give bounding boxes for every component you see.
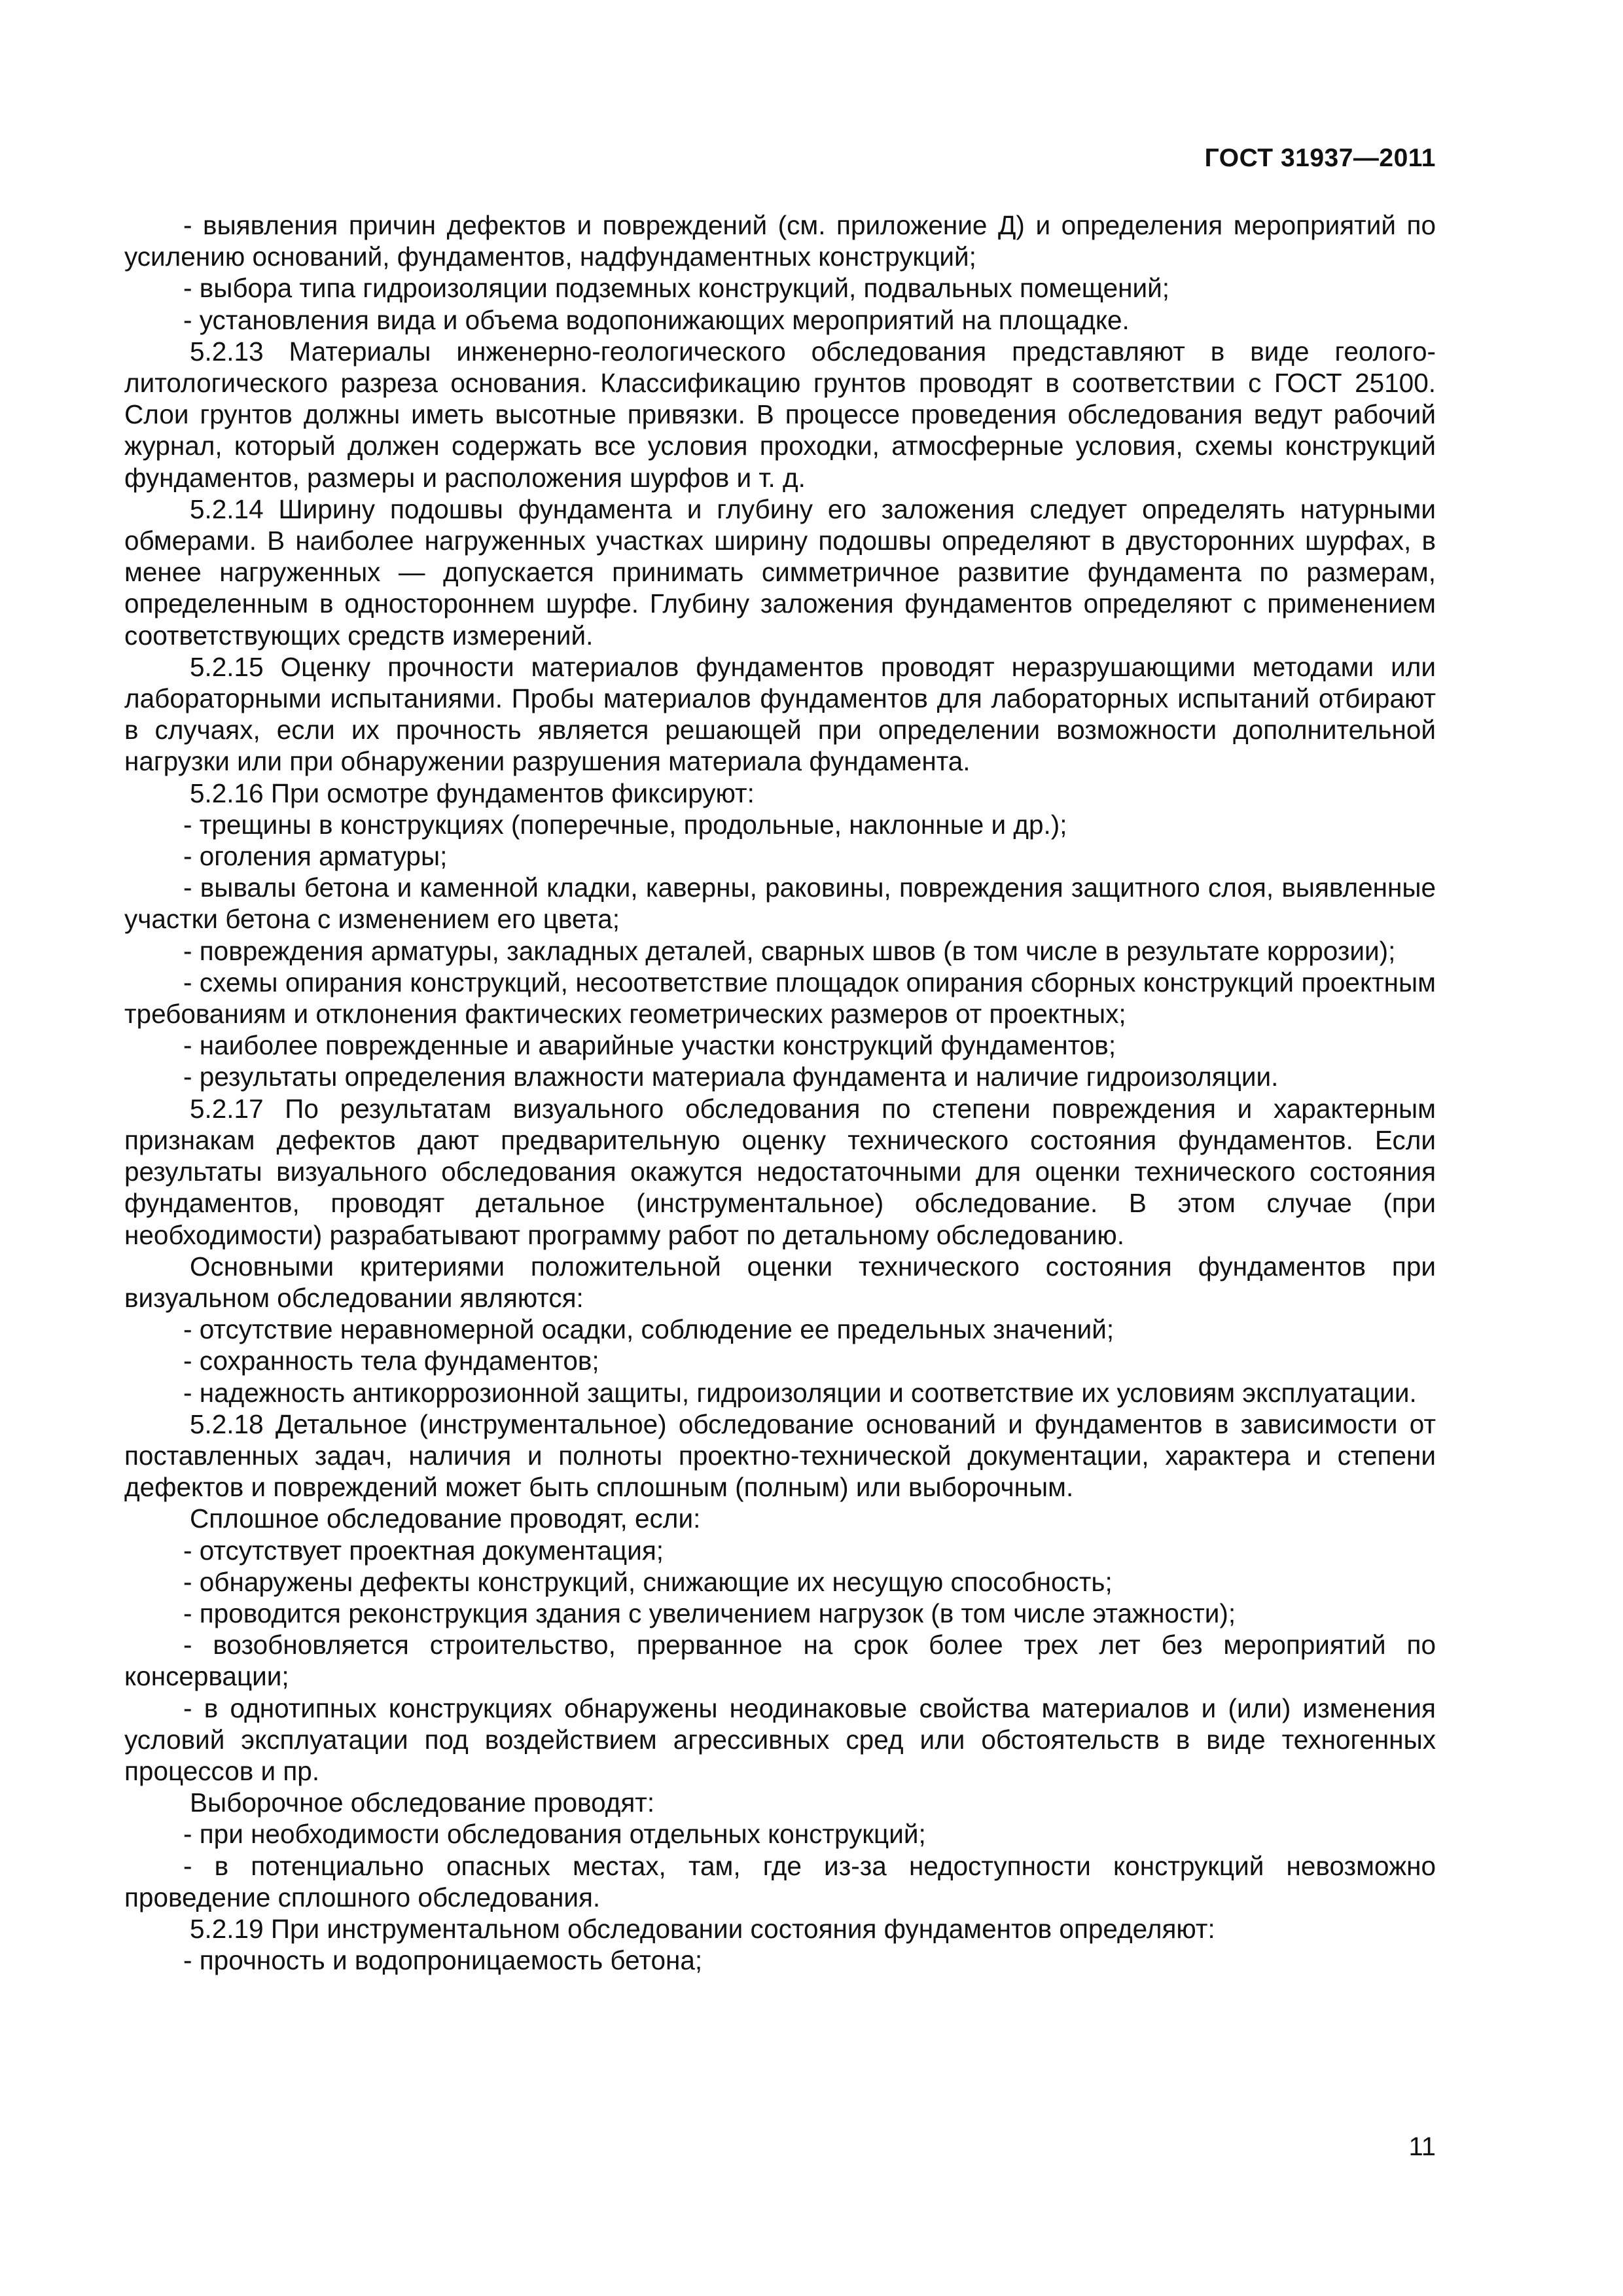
list-item: - выявления причин дефектов и повреждений (см. приложение Д) и определения мероприятий по усилению оснований, фундаментов, надфундаментных конструкций; (124, 210, 1436, 272)
list-item: - проводится реконструкция здания с увеличением нагрузок (в том числе этажности); (183, 1598, 1236, 1628)
list-item: - при необходимости обследования отдельных конструкций; (183, 1819, 926, 1850)
paragraph: 5.2.15 Оценку прочности материалов фундаментов проводят неразрушающими методами или лабораторными испытаниями. Пробы материалов фундаментов для лабораторных испытаний отбирают в случаях, если их прочность является решающей при определении возможности дополнительной нагрузки или при обнаружении разрушения материала фундамента. (124, 651, 1436, 777)
list-item: - оголения арматуры; (183, 841, 448, 872)
list-item: - прочность и водопроницаемость бетона; (183, 1945, 703, 1976)
list-item: - наиболее поврежденные и аварийные участки конструкций фундаментов; (183, 1030, 1116, 1061)
list-item: - обнаружены дефекты конструкций, снижающие их несущую способность; (183, 1566, 1113, 1597)
list-item: - в однотипных конструкциях обнаружены неодинаковые свойства материалов и (или) изменения условий эксплуатации под воздействием агрессивных сред или обстоятельств в виде техногенных процессов и пр. (124, 1693, 1436, 1786)
document-body (124, 209, 1436, 1976)
list-item: - в потенциально опасных местах, там, где из-за недоступности конструкций невозможно проведение сплошного обследования. (124, 1850, 1436, 1912)
list-item: - результаты определения влажности материала фундамента и наличие гидроизоляции. (183, 1062, 1279, 1092)
list-item: - отсутствие неравномерной осадки, соблюдение ее предельных значений; (183, 1314, 1115, 1345)
list-item: - установления вида и объема водопонижающих мероприятий на площадке. (183, 304, 1130, 335)
list-item: - возобновляется строительство, прерванное на срок более трех лет без мероприятий по консервации; (124, 1630, 1436, 1692)
page-number: 11 (1408, 2132, 1436, 2161)
paragraph: 5.2.13 Материалы инженерно-геологического обследования представляют в виде геолого-литологического разреза основания. Классификацию грунтов проводят в соответствии с ГОСТ 25100. Слои грунтов должны иметь высотные привязки. В процессе проведения обследования ведут рабочий журнал, который должен содержать все условия проходки, атмосферные условия, схемы конструкций фундаментов, размеры и расположения шурфов и т. д. (124, 336, 1436, 493)
list-item: - сохранность тела фундаментов; (183, 1346, 599, 1376)
list-item: - трещины в конструкциях (поперечные, продольные, наклонные и др.); (183, 809, 1067, 840)
list-item: - надежность антикоррозионной защиты, гидроизоляции и соответствие их условиям эксплуатации. (183, 1377, 1417, 1408)
paragraph: 5.2.14 Ширину подошвы фундамента и глубину его заложения следует определять натурными обмерами. В наиболее нагруженных участках ширину подошвы определяют в двусторонних шурфах, в менее нагруженных — допускается принимать симметричное развитие фундамента по размерам, определенным в одностороннем шурфе. Глубину заложения фундаментов определяют с применением соответствующих средств измерений. (124, 493, 1436, 651)
list-item: - повреждения арматуры, закладных деталей, сварных швов (в том числе в результате коррозии); (183, 935, 1396, 966)
list-item: - выбора типа гидроизоляции подземных конструкций, подвальных помещений; (183, 273, 1170, 304)
paragraph: 5.2.19 При инструментальном обследовании состояния фундаментов определяют: (190, 1913, 1215, 1944)
list-item: - схемы опирания конструкций, несоответствие площадок опирания сборных конструкций проектным требованиям и отклонения фактических геометрических размеров от проектных; (124, 967, 1436, 1030)
paragraph: 5.2.16 При осмотре фундаментов фиксируют: (190, 778, 755, 808)
paragraph: Основными критериями положительной оценки технического состояния фундаментов при визуальном обследовании являются: (124, 1251, 1436, 1313)
list-item: - вывалы бетона и каменной кладки, каверны, раковины, повреждения защитного слоя, выявленные участки бетона с изменением его цвета; (124, 872, 1436, 935)
paragraph: Выборочное обследование проводят: (190, 1787, 655, 1818)
list-item: - отсутствует проектная документация; (183, 1535, 664, 1566)
paragraph: 5.2.17 По результатам визуального обследования по степени повреждения и характерным признакам дефектов дают предварительную оценку технического состояния фундаментов. Если результаты визуального обследования окажутся недостаточными для оценки технического состояния фундаментов, проводят детальное (инструментальное) обследование. В этом случае (при необходимости) разрабатывают программу работ по детальному обследованию. (124, 1093, 1436, 1250)
paragraph: Сплошное обследование проводят, если: (190, 1503, 701, 1534)
document-header: ГОСТ 31937—2011 (1204, 144, 1436, 172)
paragraph: 5.2.18 Детальное (инструментальное) обследование оснований и фундаментов в зависимости от поставленных задач, наличия и полноты проектно-технической документации, характера и степени дефектов и повреждений может быть сплошным (полным) или выборочным. (124, 1408, 1436, 1503)
